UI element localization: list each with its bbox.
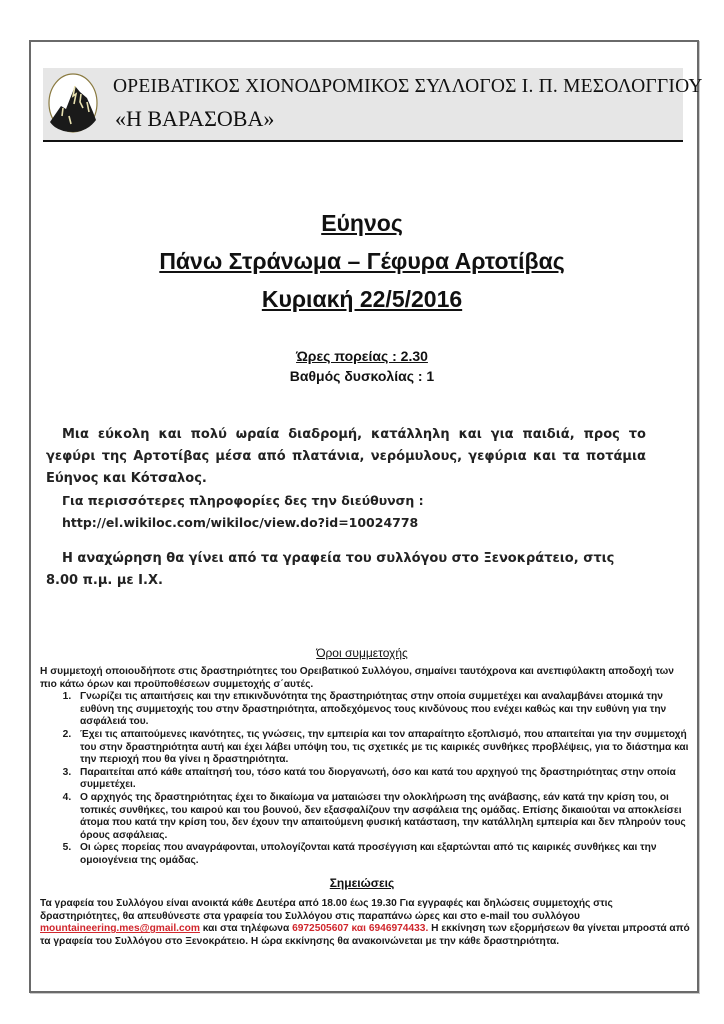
notes-text-phones-label: και στα τηλέφωνα xyxy=(199,923,293,935)
difficulty-level: Βαθμός δυσκολίας : 1 xyxy=(289,368,435,384)
mountain-logo-icon xyxy=(47,72,99,134)
terms-item: 1. Γνωρίζει τις απαιτήσεις και την επικινδυνότητα της δραστηριότητας στην οποία συμμετέχει και αναλαμβάνει ατομικά την ευθύνη της συμμετοχής του στην δραστηριότητα, αποδεχόμενος τους κινδύνους που ενέχει καθώς και την ευθύνη για την ασφάλειά του. xyxy=(74,691,690,729)
departure-info: Η αναχώρηση θα γίνει από τα γραφεία του συλλόγου στο Ξενοκράτειο, στις 8.00 π.μ. με Ι.Χ. xyxy=(46,551,615,588)
terms-list xyxy=(40,691,690,867)
terms-item: 4. Ο αρχηγός της δραστηριότητας έχει το δικαίωμα να ματαιώσει την ολοκλήρωση της ανάβασης, εάν κατά την κρίση του, οι τοπικές συνθήκες, του καιρού και του βουνού, δεν εξασφαλίζουν την ασφάλεια της ομάδας. Επίσης δικαιούται να αποκλείσει άτομα που κατά την κρίση του, δεν έχουν την απαιτούμενη φυσική κατάσταση, την κατάλληλη εμπειρία και δεν πληρούν τους όρους ασφάλειας. xyxy=(74,792,690,842)
terms-title: Όροι συμμετοχής xyxy=(316,646,408,660)
description xyxy=(46,424,646,534)
event-title xyxy=(0,204,724,318)
notes-text: Τα γραφεία του Συλλόγου είναι ανοικτά κάθε Δευτέρα από 18.00 έως 19.30 Για εγγραφές και δηλώσεις συμμετοχής στις δραστηριότητες, θα απευθύνεστε στα γραφεία του Συλλόγου στις παραπάνω ώρες και στο e-mail του συλλόγου xyxy=(40,898,613,922)
notes-title: Σημειώσεις xyxy=(329,876,395,890)
event-route: Πάνω Στράνωμα – Γέφυρα Αρτοτίβας xyxy=(159,248,565,274)
terms-item: 3. Παραιτείται από κάθε απαίτησή του, τόσο κατά του διοργανωτή, όσο και κατά του αρχηγού της δραστηριότητας στην οποία συμμετέχει. xyxy=(74,767,690,792)
org-name: ΟΡΕΙΒΑΤΙΚΟΣ ΧΙΟΝΟΔΡΟΜΙΚΟΣ ΣΥΛΛΟΓΟΣ Ι. Π. ΜΕΣΟΛΟΓΓΙΟΥ xyxy=(113,76,703,97)
phone-numbers: 6972505607 και 6946974433. xyxy=(292,923,429,935)
event-meta xyxy=(0,346,724,386)
hiking-hours: Ώρες πορείας : 2.30 xyxy=(296,348,428,364)
description-paragraph: Μια εύκολη και πολύ ωραία διαδρομή, κατάλληλη και για παιδιά, προς το γεφύρι της Αρτοτίβας μέσα από πλατάνια, νερόμυλους, γεφύρια και τα ποτάμια Εύηνος και Κότσαλος. xyxy=(46,427,646,486)
info-label: Για περισσότερες πληροφορίες δες την διεύθυνση : xyxy=(62,493,424,508)
terms-item: 5. Οι ώρες πορείας που αναγράφονται, υπολογίζονται κατά προσέγγιση και εξαρτώνται από τις καιρικές συνθήκες και την ομοιογένεια της ομάδας. xyxy=(74,842,690,867)
notes-section xyxy=(40,898,690,948)
terms-section xyxy=(40,666,690,868)
terms-item: 2. Έχει τις απαιτούμενες ικανότητες, τις γνώσεις, την εμπειρία και τον απαραίτητο εξοπλισμό, που απαιτείται για την συμμετοχή του στην δραστηριότητα αυτή και έχει λάβει υπόψη του, τις σχετικές με τις καιρικές συνθήκες προβλέψεις, για το διάστημα και την περιοχή που θα γίνει η δραστηριότητα. xyxy=(74,729,690,767)
letterhead xyxy=(43,68,703,142)
notes-text-end: Η εκκίνηση των εξορμήσεων θα γίνεται μπροστά από τα γραφεία του Συλλόγου στο Ξενοκράτειο. Η ώρα εκκίνησης θα ανακοινώνεται με την κάθε δραστηριότητα. xyxy=(40,923,690,947)
event-location: Εύηνος xyxy=(321,210,403,236)
event-date: Κυριακή 22/5/2016 xyxy=(261,286,463,312)
org-nickname: «Η ΒΑΡΑΣΟΒΑ» xyxy=(115,106,275,131)
info-url-link[interactable]: http://el.wikiloc.com/wikiloc/view.do?id=10024778 xyxy=(62,515,419,530)
terms-intro: Η συμμετοχή οποιουδήποτε στις δραστηριότητες του Ορειβατικού Συλλόγου, σημαίνει ταυτόχρονα και ανεπιφύλακτη αποδοχή των πιο κάτω όρων και προϋποθέσεων συμμετοχής σ΄αυτές. xyxy=(40,666,674,690)
email-link[interactable]: mountaineering.mes@gmail.com xyxy=(40,923,200,935)
